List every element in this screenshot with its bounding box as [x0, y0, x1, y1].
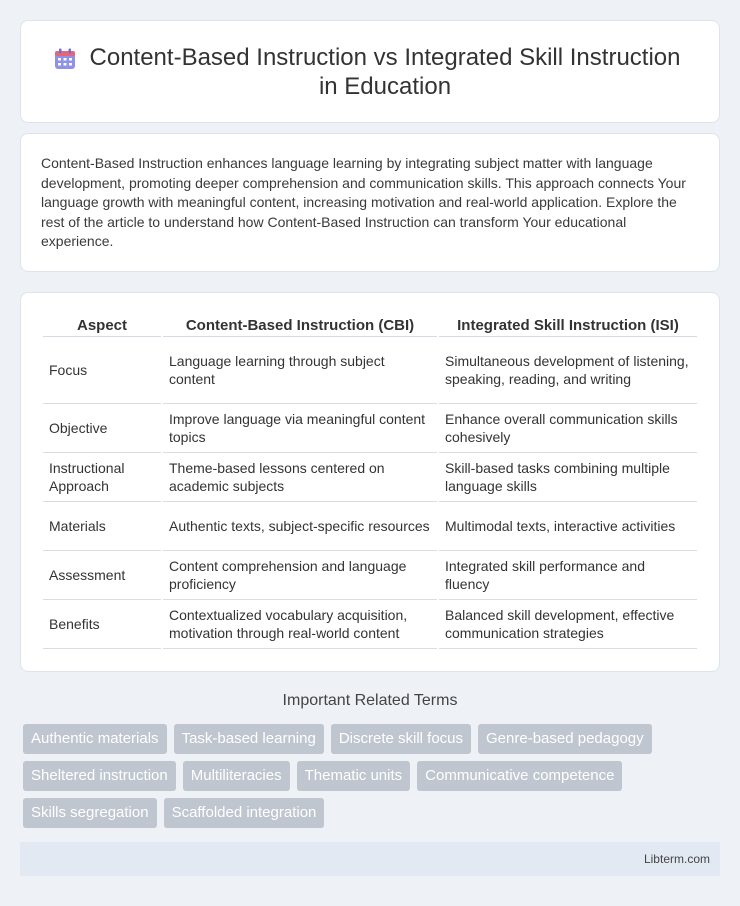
related-term-tag[interactable]: Communicative competence [417, 761, 622, 791]
cell-cbi: Improve language via meaningful content topics [163, 404, 437, 453]
table-row [43, 600, 697, 649]
table-row [43, 453, 697, 502]
cell-cbi: Content comprehension and language proficiency [163, 551, 437, 600]
table-row [43, 551, 697, 600]
related-term-tag[interactable]: Genre-based pedagogy [478, 724, 652, 754]
page-title: Content-Based Instruction vs Integrated Skill Instruction in Education [89, 43, 681, 100]
header-cbi: Content-Based Instruction (CBI) [163, 315, 437, 337]
related-term-tag[interactable]: Skills segregation [23, 798, 157, 828]
cell-cbi: Language learning through subject content [163, 337, 437, 404]
cell-isi: Integrated skill performance and fluency [439, 551, 697, 600]
comparison-card [20, 292, 720, 672]
cell-cbi: Contextualized vocabulary acquisition, motivation through real-world content [163, 600, 437, 649]
cell-cbi: Authentic texts, subject-specific resources [163, 502, 437, 551]
cell-aspect: Benefits [43, 600, 161, 649]
cell-aspect: Objective [43, 404, 161, 453]
comparison-table [41, 315, 699, 649]
table-header-row [43, 315, 697, 337]
cell-isi: Enhance overall communication skills cohesively [439, 404, 697, 453]
header-aspect: Aspect [43, 315, 161, 337]
related-term-tag[interactable]: Task-based learning [174, 724, 324, 754]
cell-isi: Skill-based tasks combining multiple language skills [439, 453, 697, 502]
related-term-tag[interactable]: Discrete skill focus [331, 724, 471, 754]
related-term-tag[interactable]: Multiliteracies [183, 761, 290, 791]
cell-isi: Balanced skill development, effective communication strategies [439, 600, 697, 649]
table-row [43, 404, 697, 453]
footer [20, 842, 720, 876]
title-card [20, 20, 720, 123]
related-term-tag[interactable]: Thematic units [297, 761, 411, 791]
related-terms-list [23, 724, 723, 828]
footer-site-link[interactable]: Libterm.com [643, 852, 710, 866]
cell-aspect: Instructional Approach [43, 453, 161, 502]
cell-cbi: Theme-based lessons centered on academic subjects [163, 453, 437, 502]
table-row [43, 502, 697, 551]
intro-card [20, 133, 720, 272]
related-term-tag[interactable]: Authentic materials [23, 724, 167, 754]
cell-isi: Simultaneous development of listening, speaking, reading, and writing [439, 337, 697, 404]
cell-isi: Multimodal texts, interactive activities [439, 502, 697, 551]
related-term-tag[interactable]: Sheltered instruction [23, 761, 176, 791]
header-isi: Integrated Skill Instruction (ISI) [439, 315, 697, 337]
cell-aspect: Materials [43, 502, 161, 551]
related-terms-heading: Important Related Terms [282, 692, 458, 709]
cell-aspect: Focus [43, 337, 161, 404]
intro-paragraph: Content-Based Instruction enhances language learning by integrating subject matter with language development, promoting deeper comprehension and communication skills. This approach connects Your language growth with meaningful content, increasing motivation and real-world application. Explore the rest of the article to understand how Content-Based Instruction can transform Your educational experience. [41, 155, 686, 249]
related-term-tag[interactable]: Scaffolded integration [164, 798, 325, 828]
cell-aspect: Assessment [43, 551, 161, 600]
table-row [43, 337, 697, 404]
